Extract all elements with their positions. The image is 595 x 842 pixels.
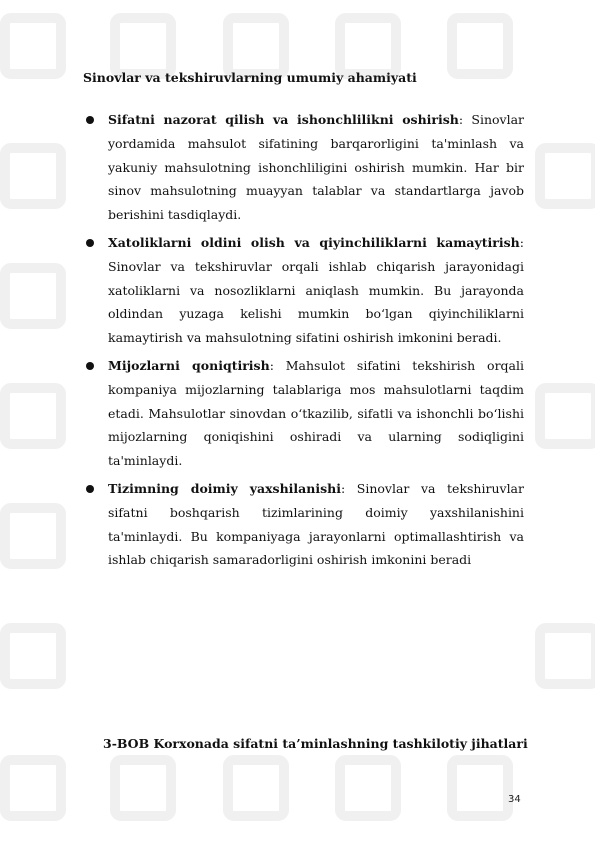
bullet-icon [86,362,94,370]
chapter-heading: 3-BOB Korxonada sifatni ta’minlashning tashkilotiy jihatlari [103,736,528,751]
bullet-icon [86,485,94,493]
bullet-icon [86,116,94,124]
bullet-item-error-prevention [82,231,524,350]
bullet-icon [86,239,94,247]
bullet-item-quality-control [82,108,524,227]
page-number: 34 [508,794,521,805]
bullet-title: Xatoliklarni oldini olish va qiyinchiliklarni kamaytirish [108,234,520,250]
bullet-title: Sifatni nazorat qilish va ishonchlilikni oshirish [108,112,459,127]
bullet-title: Mijozlarni qoniqtirish [108,357,270,373]
bullet-text: : Sinovlar va tekshiruvlar orqali ishlab chiqarish jarayonidagi xatoliklarni va nosozliklarni aniqlash mumkin. Bu jarayonda oldindan yuzaga kelishi mumkin bo‘lgan qiyinchiliklarni kamaytirish va mahsulotning sifatini oshirish imkonini beradi. [108,234,524,346]
bullet-text: : Sinovlar va tekshiruvlar sifatni boshqarish tizimlarining doimiy yaxshilanishini ta'minlaydi. Bu kompaniyaga jarayonlarni optimallashtirish va ishlab chiqarish samaradorligini oshirish imkonini beradi [108,480,524,568]
section-heading: Sinovlar va tekshiruvlarning umumiy ahamiyati [83,70,417,85]
bullet-text: : Sinovlar yordamida mahsulot sifatining barqarorligini ta'minlash va yakuniy mahsulotning ishonchliligini oshirish mumkin. Har bir sinov mahsulotning muayyan talablar va standartlarga javob berishini tasdiqlaydi. [108,112,525,223]
bullet-text: : Mahsulot sifatini tekshirish orqali kompaniya mijozlarning talablariga mos mahsulotlarni taqdim etadi. Mahsulotlar sinovdan o‘tkazilib, sifatli va ishonchli bo‘lishi mijozlarning qoniqishini oshiradi va ularning sodiqligini ta'minlaydi. [108,357,525,469]
bullet-list [82,108,524,576]
bullet-item-customer-satisfaction [82,354,524,473]
bullet-item-continuous-improvement [82,477,524,572]
bullet-title: Tizimning doimiy yaxshilanishi [108,480,341,496]
